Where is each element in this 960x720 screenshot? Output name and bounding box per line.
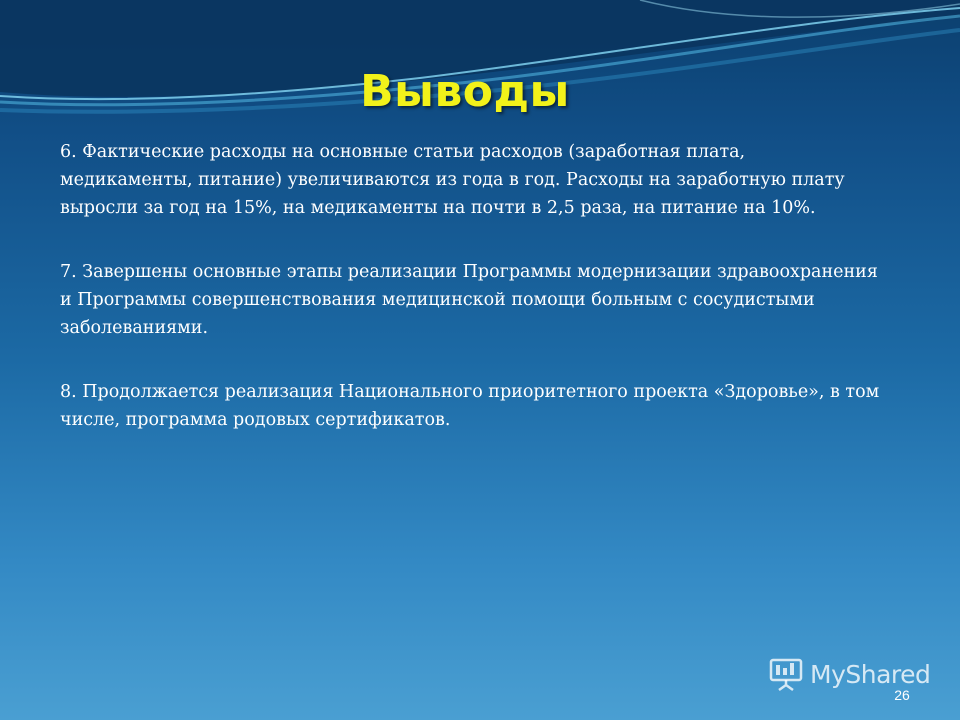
paragraph-7: 7. Завершены основные этапы реализации Программы модернизации здравоохранения и Программы совершенствования медицинской помощи больным с сосудистыми заболеваниями. — [60, 262, 878, 338]
slide-body — [60, 138, 880, 470]
presentation-board-icon — [768, 656, 804, 692]
slide-title: Выводы — [360, 66, 570, 117]
paragraph-8: 8. Продолжается реализация Национального приоритетного проекта «Здоровье», в том числе, программа родовых сертификатов. — [60, 382, 880, 430]
page-number: 26 — [894, 687, 910, 703]
paragraph-6: 6. Фактические расходы на основные статьи расходов (заработная плата, медикаменты, питание) увеличиваются из года в год. Расходы на заработную плату выросли за год на 15%, на медикаменты на почти в 2,5 раза, на питание на 10%. — [60, 142, 845, 218]
watermark-text: MyShared — [810, 659, 931, 689]
